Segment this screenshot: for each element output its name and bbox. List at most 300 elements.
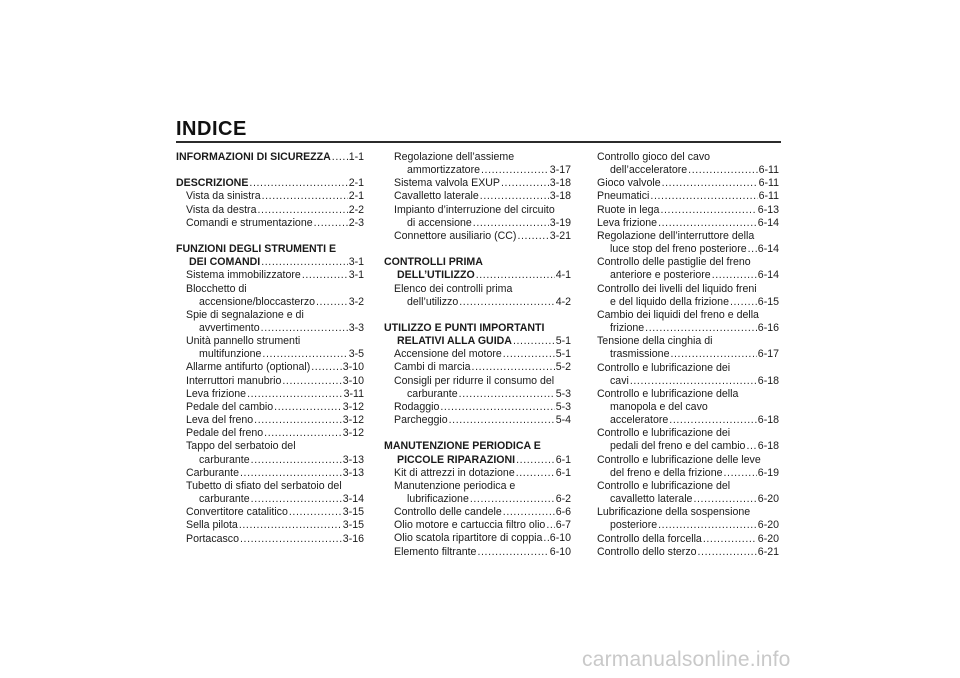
dot-leader: [316, 296, 348, 309]
toc-entry-line: [384, 269, 571, 282]
toc-entry-text: trasmissione: [610, 348, 670, 361]
toc-entry-line: [394, 480, 571, 493]
toc-page-number: 6-11: [758, 177, 779, 190]
toc-entry[interactable]: [597, 546, 779, 559]
toc-entry-text: MANUTENZIONE PERIODICA E: [384, 440, 541, 453]
toc-entry[interactable]: [384, 177, 571, 190]
toc-page-number: 6-19: [757, 466, 779, 479]
dot-leader: [746, 440, 756, 453]
toc-page-number: 2-2: [348, 203, 364, 216]
toc-entry-line: [597, 493, 779, 506]
dot-leader: [302, 269, 348, 282]
toc-entry-text: UTILIZZO E PUNTI IMPORTANTI: [384, 322, 545, 334]
toc-entry-text: CONTROLLI PRIMA: [384, 256, 483, 269]
toc-entry-text: Ruote in lega: [597, 203, 660, 216]
toc-entry-text: Cambio dei liquidi del freno e della: [597, 308, 759, 321]
toc-entry-text: Tubetto di sfiato del serbatoio del: [186, 479, 342, 492]
toc-entry-line: [394, 375, 571, 388]
toc-entry[interactable]: [597, 506, 779, 532]
toc-entry-line: [186, 493, 364, 506]
toc-entry-text: Convertitore catalitico: [186, 506, 288, 519]
toc-entry-line: [597, 375, 779, 388]
dot-leader: [459, 296, 554, 309]
toc-section[interactable]: [176, 177, 364, 190]
toc-entry-text: Elenco dei controlli prima: [394, 282, 513, 295]
toc-entry-text: Controllo dei livelli del liquido freni: [597, 282, 757, 295]
dot-leader: [264, 427, 342, 440]
toc-entry-text: Pedale del freno: [186, 427, 264, 440]
toc-entry-line: [176, 177, 364, 190]
toc-entry[interactable]: [597, 480, 779, 506]
toc-entry-text: PICCOLE RIPARAZIONI: [397, 453, 516, 466]
toc-entry-line: [597, 164, 779, 177]
toc-section[interactable]: [384, 440, 571, 466]
dot-leader: [274, 401, 342, 414]
toc-entry-text: lubrificazione: [407, 493, 469, 506]
toc-entry[interactable]: [597, 427, 779, 453]
toc-entry[interactable]: [384, 361, 571, 374]
toc-entry-text: cavalletto laterale: [610, 493, 693, 506]
toc-entry-line: [597, 401, 779, 414]
toc-page-number: 3-3: [348, 322, 364, 334]
toc-page-number: 6-11: [758, 164, 779, 177]
toc-entry-line: [394, 190, 571, 203]
toc-entry[interactable]: [176, 519, 364, 532]
toc-page-number: 6-1: [555, 466, 571, 479]
toc-entry-line: [394, 546, 571, 559]
toc-entry-text: Carburante: [186, 466, 239, 479]
toc-page-number: 6-14: [757, 243, 779, 256]
dot-leader: [251, 454, 342, 467]
toc-entry[interactable]: [176, 427, 364, 440]
toc-entry[interactable]: [597, 283, 779, 309]
toc-entry-text: avvertimento: [199, 322, 260, 334]
dot-leader: [262, 348, 347, 361]
toc-entry-text: Rodaggio: [394, 400, 440, 413]
toc-entry-text: Lubrificazione della sospensione: [597, 506, 751, 519]
dot-leader: [459, 388, 555, 401]
dot-leader: [669, 414, 757, 427]
toc-entry-line: [394, 506, 571, 519]
toc-entry-line: [597, 454, 779, 467]
toc-page-number: 3-15: [342, 519, 364, 532]
toc-entry-line: [597, 335, 779, 348]
toc-entry[interactable]: [176, 217, 364, 230]
toc-entry-text: Sistema valvola EXUP: [394, 177, 500, 190]
toc-page-number: 3-17: [549, 164, 571, 177]
toc-entry-line: [186, 401, 364, 414]
dot-leader: [472, 361, 555, 374]
dot-leader: [693, 493, 756, 506]
toc-entry-line: [186, 467, 364, 480]
dot-leader: [688, 164, 757, 177]
toc-column-1: [176, 151, 364, 546]
toc-entry-line: [186, 375, 364, 388]
toc-entry[interactable]: [597, 177, 779, 190]
toc-entry-text: Blocchetto di: [186, 282, 247, 295]
dot-leader: [470, 493, 555, 506]
toc-entry[interactable]: [597, 217, 779, 230]
toc-section[interactable]: [384, 322, 571, 348]
toc-entry-line: [394, 151, 571, 164]
toc-entry-line: [186, 296, 364, 309]
toc-entry-line: [186, 480, 364, 493]
toc-entry[interactable]: [597, 388, 779, 427]
toc-entry-line: [186, 414, 364, 427]
dot-leader: [251, 493, 342, 506]
toc-entry-text: Controllo dello sterzo: [597, 545, 697, 558]
toc-page-number: 5-4: [555, 414, 571, 427]
toc-entry[interactable]: [384, 283, 571, 309]
toc-page-number: 3-1: [348, 269, 364, 282]
toc-page-number: 3-12: [342, 414, 364, 427]
toc-page-number: 3-11: [343, 387, 364, 400]
dot-leader: [240, 467, 342, 480]
toc-entry-line: [597, 427, 779, 440]
toc-entry-text: Unità pannello strumenti: [186, 335, 301, 348]
toc-page-number: 6-1: [555, 453, 571, 466]
toc-entry[interactable]: [597, 230, 779, 256]
toc-entry-text: INFORMAZIONI DI SICUREZZA: [176, 151, 331, 163]
toc-page-number: 6-17: [757, 348, 779, 361]
dot-leader: [261, 322, 348, 335]
toc-entry[interactable]: [384, 506, 571, 519]
toc-entry-line: [394, 230, 571, 243]
toc-page-number: 5-3: [555, 387, 571, 400]
toc-entry[interactable]: [597, 190, 779, 203]
toc-page-number: 6-16: [757, 322, 779, 335]
dot-leader: [261, 256, 347, 269]
toc-page-number: 6-14: [757, 269, 779, 282]
toc-entry-line: [597, 177, 779, 190]
toc-entry-line: [186, 335, 364, 348]
toc-entry-text: Regolazione dell’interruttore della: [597, 229, 755, 242]
toc-entry-line: [394, 493, 571, 506]
toc-entry-text: Controllo delle candele: [394, 506, 502, 519]
toc-entry-text: RELATIVI ALLA GUIDA: [397, 335, 512, 348]
toc-entry[interactable]: [384, 519, 571, 532]
toc-page-number: 3-1: [348, 256, 364, 269]
dot-leader: [332, 151, 348, 164]
toc-entry-text: dell’utilizzo: [407, 295, 459, 308]
toc-entry[interactable]: [384, 204, 571, 230]
toc-entry[interactable]: [384, 467, 571, 480]
toc-entry-text: manopola e del cavo: [610, 400, 708, 413]
toc-entry[interactable]: [176, 533, 364, 546]
toc-entry-line: [597, 348, 779, 361]
dot-leader: [513, 335, 555, 348]
toc-entry-text: Tappo del serbatoio del: [186, 440, 296, 453]
toc-entry-text: di accensione: [407, 216, 472, 229]
toc-entry-line: [176, 151, 364, 164]
toc-page-number: 6-14: [757, 216, 779, 229]
toc-entry-text: Controllo e lubrificazione della: [597, 387, 739, 400]
toc-entry-line: [394, 532, 571, 545]
dot-leader: [517, 230, 548, 243]
toc-entry-line: [186, 454, 364, 467]
dot-leader: [311, 361, 342, 374]
toc-entry-line: [186, 519, 364, 532]
toc-entry[interactable]: [597, 362, 779, 388]
dot-leader: [712, 269, 757, 282]
toc-entry[interactable]: [176, 388, 364, 401]
toc-entry-text: Kit di attrezzi in dotazione: [394, 466, 515, 479]
toc-page-number: 3-16: [342, 532, 364, 545]
toc-entry-line: [597, 309, 779, 322]
toc-entry-line: [394, 519, 571, 532]
toc-page-number: 3-13: [342, 453, 364, 466]
toc-page-number: 2-1: [348, 190, 364, 203]
toc-page-number: 3-12: [342, 427, 364, 440]
toc-entry[interactable]: [176, 190, 364, 203]
toc-entry-line: [384, 440, 571, 453]
toc-entry-line: [384, 454, 571, 467]
toc-page-number: 2-1: [348, 177, 364, 190]
dot-leader: [730, 296, 757, 309]
toc-entry-line: [597, 519, 779, 532]
toc-entry-line: [597, 283, 779, 296]
toc-entry-text: Parcheggio: [394, 414, 448, 427]
dot-leader: [546, 519, 554, 532]
toc-entry-line: [384, 256, 571, 269]
toc-entry-text: Regolazione dell’assieme: [394, 151, 515, 163]
toc-entry-text: Controllo e lubrificazione del: [597, 479, 731, 492]
toc-column-3: [597, 151, 779, 559]
toc-entry-line: [186, 322, 364, 335]
dot-leader: [282, 375, 341, 388]
dot-leader: [723, 467, 756, 480]
toc-entry[interactable]: [176, 283, 364, 309]
toc-entry-text: Leva del freno: [186, 414, 254, 427]
toc-page-number: 3-2: [348, 295, 364, 308]
toc-entry-line: [597, 230, 779, 243]
dot-leader: [698, 546, 757, 559]
toc-page-number: 5-2: [555, 361, 571, 374]
toc-page-number: 6-18: [757, 440, 779, 453]
toc-page-number: 6-6: [555, 506, 571, 519]
toc-entry-text: ammortizzatore: [407, 164, 480, 177]
dot-leader: [477, 546, 548, 559]
toc-entry-text: pedali del freno e del cambio: [610, 440, 746, 453]
toc-entry[interactable]: [176, 414, 364, 427]
dot-leader: [670, 348, 756, 361]
dot-leader: [240, 533, 342, 546]
dot-leader: [660, 204, 756, 217]
toc-entry-text: carburante: [199, 493, 250, 506]
toc-entry-line: [186, 283, 364, 296]
toc-entry[interactable]: [384, 348, 571, 361]
toc-entry-line: [384, 322, 571, 335]
toc-entry-text: multifunzione: [199, 348, 262, 361]
toc-entry-line: [597, 480, 779, 493]
toc-entry-text: accensione/bloccasterzo: [199, 295, 316, 308]
toc-entry-line: [186, 190, 364, 203]
toc-entry-line: [597, 204, 779, 217]
toc-entry[interactable]: [176, 480, 364, 506]
toc-entry-line: [186, 361, 364, 374]
toc-entry-line: [394, 164, 571, 177]
toc-entry-text: Controllo e lubrificazione delle leve: [597, 453, 761, 466]
toc-entry[interactable]: [384, 546, 571, 559]
toc-page-number: 2-3: [348, 216, 364, 229]
watermark: carmanualsonline.info: [582, 648, 791, 671]
toc-entry-line: [186, 217, 364, 230]
toc-entry-text: Cavalletto laterale: [394, 190, 479, 203]
toc-entry-line: [597, 533, 779, 546]
toc-page-number: 6-10: [549, 532, 571, 545]
toc-entry[interactable]: [176, 375, 364, 388]
toc-entry-line: [597, 296, 779, 309]
toc-page-number: 6-15: [757, 295, 779, 308]
toc-entry[interactable]: [176, 361, 364, 374]
dot-leader: [630, 375, 757, 388]
toc-entry-line: [597, 546, 779, 559]
toc-entry-text: del freno e della frizione: [610, 466, 723, 479]
toc-entry-text: posteriore: [610, 519, 658, 532]
toc-entry-text: dell’acceleratore: [610, 164, 688, 177]
dot-leader: [473, 217, 549, 230]
toc-entry-text: cavi: [610, 374, 629, 387]
toc-entry-line: [384, 335, 571, 348]
toc-entry[interactable]: [384, 532, 571, 545]
toc-entry-text: Elemento filtrante: [394, 545, 477, 558]
toc-section[interactable]: [384, 256, 571, 282]
dot-leader: [314, 217, 348, 230]
toc-entry[interactable]: [597, 256, 779, 282]
toc-entry-text: carburante: [199, 453, 250, 466]
toc-entry-line: [186, 204, 364, 217]
toc-entry-line: [186, 440, 364, 453]
toc-entry[interactable]: [597, 151, 779, 177]
toc-entry-line: [394, 348, 571, 361]
toc-entry-line: [597, 388, 779, 401]
toc-entry[interactable]: [597, 454, 779, 480]
toc-page-number: 4-2: [555, 295, 571, 308]
dot-leader: [254, 414, 342, 427]
dot-leader: [503, 348, 555, 361]
toc-entry-text: Sella pilota: [186, 519, 238, 532]
toc-entry-text: Spie di segnalazione e di: [186, 308, 304, 321]
toc-entry-line: [597, 440, 779, 453]
dot-leader: [501, 177, 549, 190]
toc-page-number: 6-2: [555, 493, 571, 506]
toc-entry[interactable]: [597, 335, 779, 361]
title-rule: [176, 141, 781, 143]
toc-entry-text: Accensione del motore: [394, 348, 502, 361]
dot-leader: [503, 506, 555, 519]
toc-page-number: 3-18: [549, 190, 571, 203]
toc-entry-line: [597, 256, 779, 269]
toc-entry-text: Comandi e strumentazione: [186, 216, 313, 229]
toc-page-number: 3-18: [549, 177, 571, 190]
toc-entry-line: [394, 401, 571, 414]
toc-entry[interactable]: [384, 151, 571, 177]
toc-entry-text: Gioco valvole: [597, 177, 661, 190]
toc-entry-text: Controllo della forcella: [597, 532, 702, 545]
toc-entry-text: Sistema immobilizzatore: [186, 269, 301, 282]
dot-leader: [662, 177, 758, 190]
toc-entry[interactable]: [384, 375, 571, 401]
toc-entry-text: Allarme antifurto (optional): [186, 361, 311, 374]
toc-entry[interactable]: [176, 401, 364, 414]
toc-page-number: 6-13: [757, 203, 779, 216]
toc-page-number: 6-20: [757, 519, 779, 532]
toc-entry-text: Manutenzione periodica e: [394, 479, 516, 492]
dot-leader: [658, 519, 757, 532]
toc-entry-text: Leva frizione: [186, 387, 247, 400]
dot-leader: [516, 467, 555, 480]
dot-leader: [748, 243, 757, 256]
toc-entry[interactable]: [384, 190, 571, 203]
toc-entry[interactable]: [384, 480, 571, 506]
toc-page-number: 6-18: [757, 414, 779, 427]
toc-entry-text: acceleratore: [610, 414, 669, 427]
toc-entry[interactable]: [176, 269, 364, 282]
dot-leader: [262, 190, 348, 203]
toc-entry[interactable]: [597, 309, 779, 335]
toc-entry[interactable]: [176, 204, 364, 217]
toc-entry-text: e del liquido della frizione: [610, 295, 729, 308]
toc-entry[interactable]: [176, 467, 364, 480]
toc-entry-text: Portacasco: [186, 532, 239, 545]
toc-page-number: 5-1: [555, 335, 571, 348]
toc-entry-line: [394, 361, 571, 374]
toc-entry-line: [186, 506, 364, 519]
toc-entry-line: [597, 322, 779, 335]
toc-page-number: 3-19: [549, 216, 571, 229]
toc-page-number: 3-5: [348, 348, 364, 361]
toc-entry-text: Consigli per ridurre il consumo del: [394, 374, 555, 387]
toc-entry[interactable]: [176, 506, 364, 519]
toc-page-number: 3-10: [342, 361, 364, 374]
toc-page-number: 6-20: [757, 493, 779, 506]
toc-page-number: 5-1: [555, 348, 571, 361]
toc-entry[interactable]: [176, 440, 364, 466]
toc-entry[interactable]: [176, 335, 364, 361]
toc-entry[interactable]: [384, 414, 571, 427]
toc-entry-line: [394, 388, 571, 401]
dot-leader: [516, 454, 555, 467]
toc-entry-line: [394, 177, 571, 190]
toc-entry-line: [597, 151, 779, 164]
toc-entry-text: Controllo delle pastiglie del freno: [597, 256, 751, 269]
toc-entry-line: [394, 296, 571, 309]
toc-entry-text: DELL’UTILIZZO: [397, 269, 475, 282]
toc-entry-line: [597, 506, 779, 519]
toc-entry[interactable]: [384, 230, 571, 243]
toc-entry-text: Pedale del cambio: [186, 400, 274, 413]
toc-entry[interactable]: [597, 533, 779, 546]
toc-entry-text: DEI COMANDI: [189, 256, 261, 269]
toc-entry-text: Vista da destra: [186, 203, 257, 216]
toc-entry-text: Cambi di marcia: [394, 361, 471, 374]
dot-leader: [480, 190, 549, 203]
dot-leader: [440, 401, 554, 414]
toc-entry-text: Controllo e lubrificazione dei: [597, 427, 731, 440]
toc-page-number: 3-14: [342, 493, 364, 506]
page-title: INDICE: [176, 118, 247, 140]
toc-entry-text: Impianto d’interruzione del circuito: [394, 203, 555, 216]
dot-leader: [481, 164, 549, 177]
toc-entry[interactable]: [384, 401, 571, 414]
dot-leader: [476, 269, 555, 282]
toc-entry-text: Olio motore e cartuccia filtro olio: [394, 519, 546, 532]
toc-section[interactable]: [176, 151, 364, 164]
toc-entry[interactable]: [176, 309, 364, 335]
toc-section[interactable]: [176, 243, 364, 269]
toc-page-number: 1-1: [348, 151, 364, 163]
toc-entry[interactable]: [597, 204, 779, 217]
